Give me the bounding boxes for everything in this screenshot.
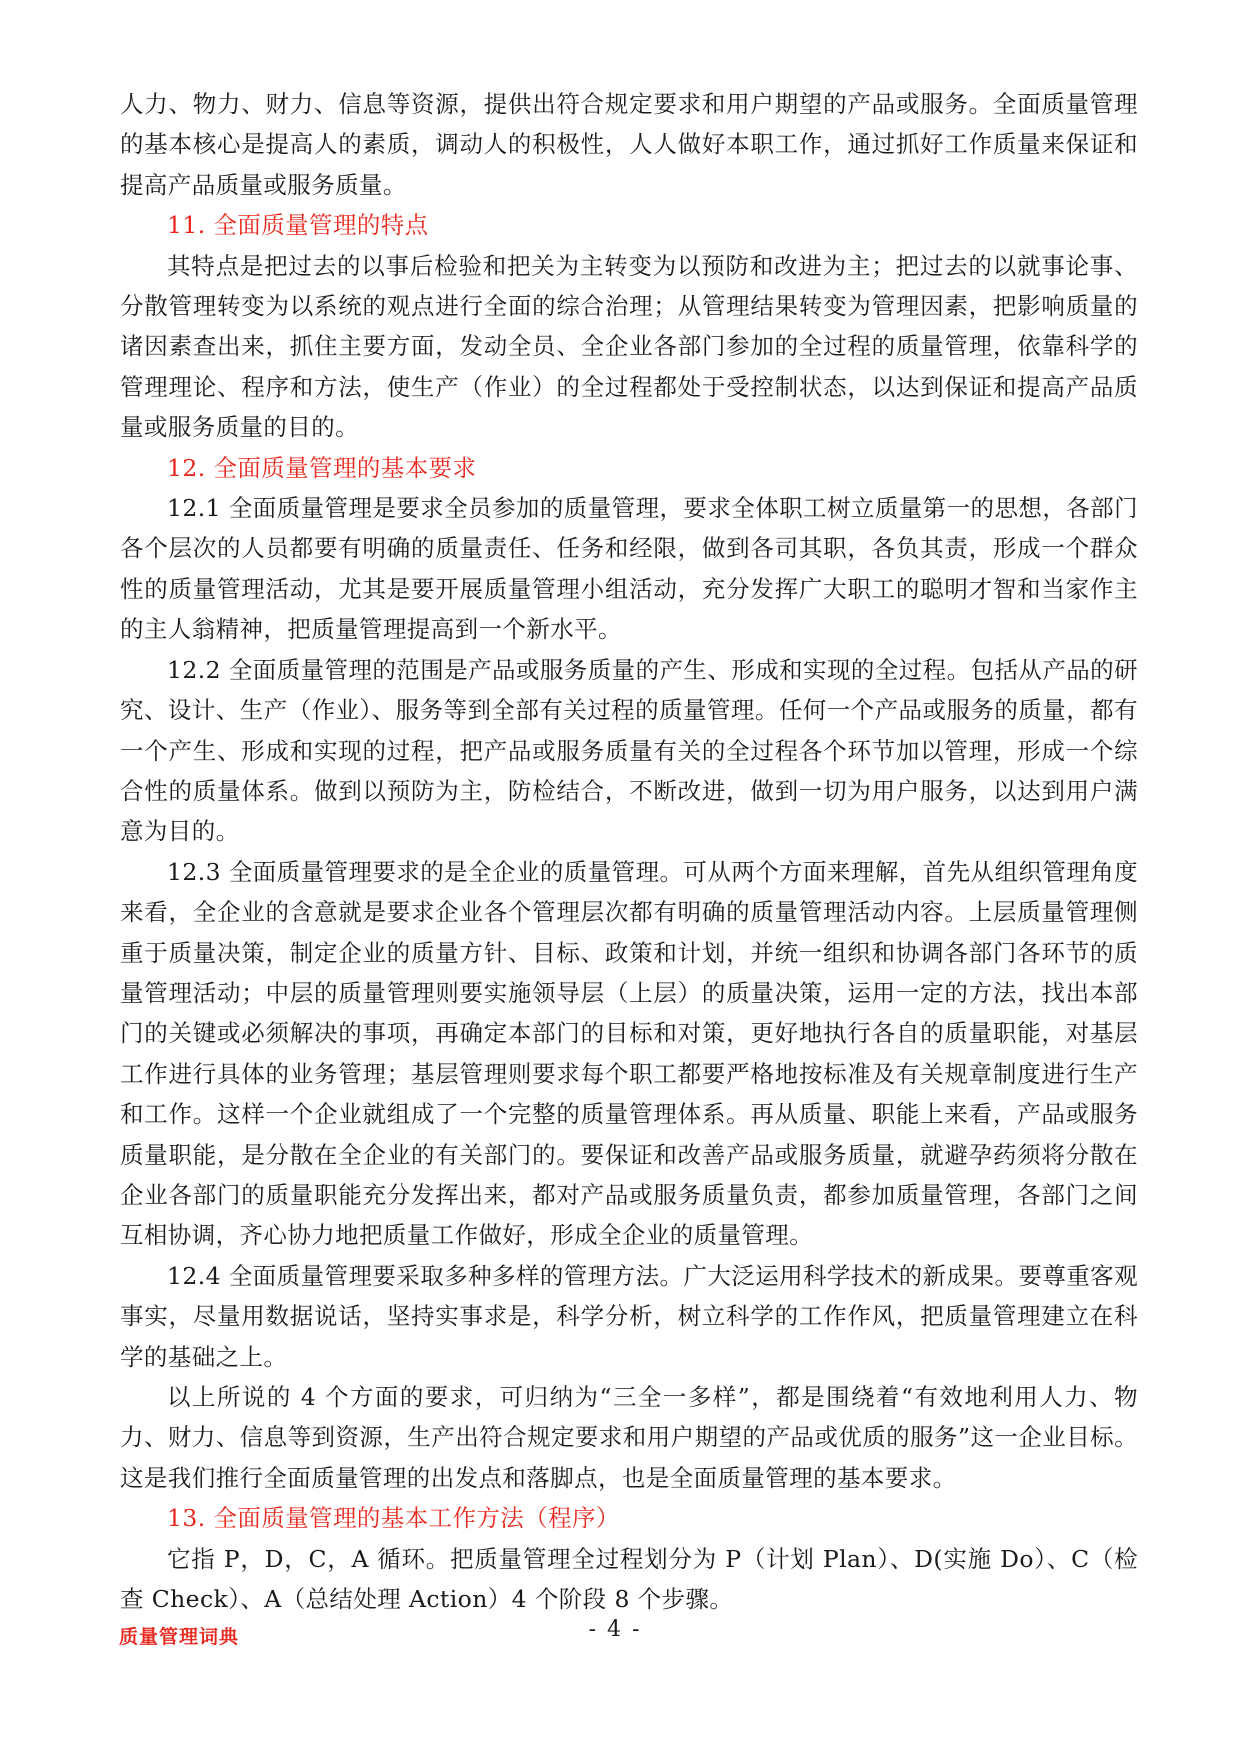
paragraph-intro-continuation: 人力、物力、财力、信息等资源，提供出符合规定要求和用户期望的产品或服务。全面质量管理的基本核心是提高人的素质，调动人的积极性，人人做好本职工作，通过抓好工作质量来保证和提高产品质量或服务质量。 [120,90,1138,199]
footer-title: 质量管理词典 [119,1626,240,1648]
paragraph-12-2: 12.2 全面质量管理的范围是产品或服务质量的产生、形成和实现的全过程。包括从产品的研究、设计、生产（作业）、服务等到全部有关过程的质量管理。任何一个产品或服务的质量，都有一个产生、形成和实现的过程，把产品或服务质量有关的全过程各个环节加以管理，形成一个综合性的质量体系。做到以预防为主，防检结合，不断改进，做到一切为用户服务，以达到用户满意为目的。 [120,655,1138,846]
paragraph-12-1: 12.1 全面质量管理是要求全员参加的质量管理，要求全体职工树立质量第一的思想，各部门各个层次的人员都要有明确的质量责任、任务和经限，做到各司其职，各负其责，形成一个群众性的质量管理活动，尤其是要开展质量管理小组活动，充分发挥广大职工的聪明才智和当家作主的主人翁精神，把质量管理提高到一个新水平。 [120,494,1138,644]
section-heading-11: 11. 全面质量管理的特点 [167,211,429,240]
section-heading-12: 12. 全面质量管理的基本要求 [167,453,477,482]
page-number: - 4 - [588,1617,642,1642]
section-heading-13: 13. 全面质量管理的基本工作方法（程序） [167,1504,620,1533]
paragraph-12-4: 12.4 全面质量管理要采取多种多样的管理方法。广大泛运用科学技术的新成果。要尊重客观事实，尽量用数据说话，坚持实事求是，科学分析，树立科学的工作作风，把质量管理建立在科学的基础之上。 [120,1261,1138,1371]
paragraph-section-11: 其特点是把过去的以事后检验和把关为主转变为以预防和改进为主；把过去的以就事论事、分散管理转变为以系统的观点进行全面的综合治理；从管理结果转变为管理因素，把影响质量的诸因素查出来，抓住主要方面，发动全员、全企业各部门参加的全过程的质量管理，依靠科学的管理理论、程序和方法，使生产（作业）的全过程都处于受控制状态，以达到保证和提高产品质量或服务质量的目的。 [120,251,1138,442]
paragraph-12-3: 12.3 全面质量管理要求的是全企业的质量管理。可从两个方面来理解，首先从组织管理角度来看，全企业的含意就是要求企业各个管理层次都有明确的质量管理活动内容。上层质量管理侧重于质量决策，制定企业的质量方针、目标、政策和计划，并统一组织和协调各部门各环节的质量管理活动；中层的质量管理则要实施领导层（上层）的质量决策，运用一定的方法，找出本部门的关键或必须解决的事项，再确定本部门的目标和对策，更好地执行各自的质量职能，对基层工作进行具体的业务管理；基层管理则要求每个职工都要严格地按标准及有关规章制度进行生产和工作。这样一个企业就组成了一个完整的质量管理体系。再从质量、职能上来看，产品或服务质量职能，是分散在全企业的有关部门的。要保证和改善产品或服务质量，就避孕药须将分散在企业各部门的质量职能充分发挥出来，都对产品或服务质量负责，都参加质量管理，各部门之间互相协调，齐心协力地把质量工作做好，形成全企业的质量管理。 [120,857,1138,1250]
paragraph-section-13: 它指 P，D，C，A 循环。把质量管理全过程划分为 P（计划 Plan）、D(实施 Do）、C（检查 Check）、A（总结处理 Action）4 个阶段 8 个步骤。 [120,1544,1138,1614]
paragraph-12-summary: 以上所说的 4 个方面的要求，可归纳为“三全一多样”，都是围绕着“有效地利用人力、物力、财力、信息等到资源，生产出符合规定要求和用户期望的产品或优质的服务”这一企业目标。这是我们推行全面质量管理的出发点和落脚点，也是全面质量管理的基本要求。 [120,1383,1138,1492]
document-body [120,84,1138,1619]
